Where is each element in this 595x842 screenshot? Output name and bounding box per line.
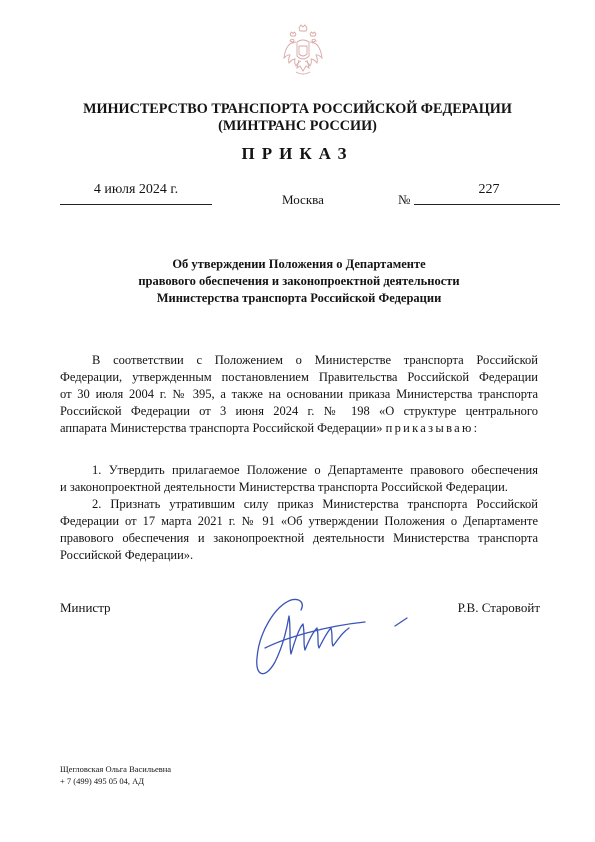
preamble-line: Федерации, утвержденным постановлением Правительства Российской Федерации bbox=[60, 370, 538, 384]
signer-position: Министр bbox=[60, 600, 111, 615]
date-underline bbox=[60, 204, 212, 205]
preamble-line bbox=[60, 420, 538, 437]
executor-phone: + 7 (499) 495 05 04, АД bbox=[60, 776, 145, 786]
order-item-line: и законопроектной деятельности Министерства транспорта Российской Федерации. bbox=[60, 480, 508, 494]
signer-name: Р.В. Старовойт bbox=[457, 600, 540, 615]
executor-name: Щегловская Ольга Васильевна bbox=[60, 764, 172, 774]
order-item-line: Российской Федерации». bbox=[60, 548, 194, 562]
subject-line: Об утверждении Положения о Департаменте bbox=[172, 257, 426, 271]
ministry-short-name: (МИНТРАНС РОССИИ) bbox=[218, 118, 377, 134]
number-underline bbox=[414, 204, 560, 205]
order-city: Москва bbox=[282, 192, 324, 207]
handwritten-signature bbox=[245, 588, 425, 686]
order-item-line: 2. Признать утратившим силу приказ Министерства транспорта Российской bbox=[92, 497, 538, 511]
ministry-name: МИНИСТЕРСТВО ТРАНСПОРТА РОССИЙСКОЙ ФЕДЕРАЦИИ bbox=[83, 101, 512, 117]
order-verb: приказываю: bbox=[385, 421, 480, 435]
coat-of-arms-icon bbox=[282, 22, 324, 80]
preamble-line: Российской Федерации от 3 июня 2024 г. № 198 «О структуре центрального bbox=[60, 404, 538, 418]
order-item-line: правового обеспечения и законопроектной деятельности Министерства транспорта bbox=[60, 531, 538, 545]
number-sign: № bbox=[398, 192, 411, 207]
subject-line: правового обеспечения и законопроектной деятельности bbox=[138, 274, 460, 288]
subject-line: Министерства транспорта Российской Федерации bbox=[156, 291, 442, 305]
order-item-line: 1. Утвердить прилагаемое Положение о Департаменте правового обеспечения bbox=[92, 463, 538, 477]
preamble-text: аппарата Министерства транспорта Российской Федерации» bbox=[60, 421, 383, 435]
preamble-line: от 30 июля 2004 г. № 395, а также на основании приказа Министерства транспорта bbox=[60, 387, 538, 401]
order-date: 4 июля 2024 г. bbox=[93, 182, 179, 197]
document-type: ПРИКАЗ bbox=[241, 144, 354, 163]
order-item-line: Федерации от 17 марта 2021 г. № 91 «Об утверждении Положения о Департаменте bbox=[60, 514, 538, 528]
order-number: 227 bbox=[478, 182, 500, 197]
preamble-line: В соответствии с Положением о Министерстве транспорта Российской bbox=[92, 353, 538, 367]
